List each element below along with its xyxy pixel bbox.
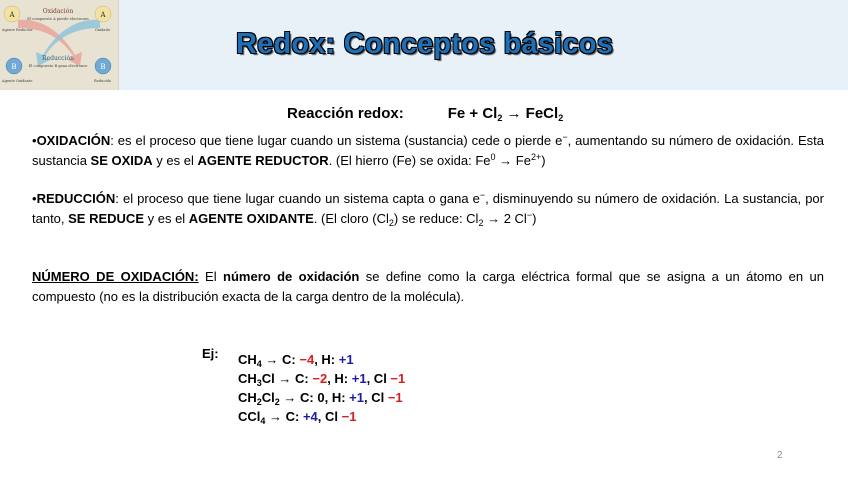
hydrogen-ox-value: +1 xyxy=(349,390,364,405)
se-oxida-term: SE OXIDA xyxy=(90,153,153,168)
thumb-oxidation-label: Oxidación xyxy=(42,8,74,15)
hydrogen-ox-value: +1 xyxy=(351,371,367,386)
thumb-circle-a-bottom: A xyxy=(100,11,106,19)
text: , Cl xyxy=(366,371,391,386)
redox-diagram-graphic xyxy=(0,0,118,90)
text: , Cl xyxy=(363,390,388,405)
text: → C: 0, H: xyxy=(279,390,350,405)
formula: CH xyxy=(238,352,257,367)
thumb-agent-reductor: Agente Reductor xyxy=(2,28,33,32)
text: El xyxy=(198,269,224,284)
superscript: − xyxy=(562,132,568,142)
example-row-ch2cl2 xyxy=(238,388,405,407)
subscript: 3 xyxy=(256,378,262,388)
reaction-line xyxy=(287,105,563,122)
agente-reductor-term: AGENTE REDUCTOR xyxy=(197,153,329,168)
bullet: • xyxy=(32,133,37,148)
thumb-circle-b-left: B xyxy=(11,63,17,71)
superscript: 0 xyxy=(490,152,496,162)
subscript: 4 xyxy=(256,359,262,369)
page-number: 2 xyxy=(777,450,783,461)
thumb-oxidation-sub: El compuesto A pierde electrones xyxy=(27,17,89,21)
text: , Cl xyxy=(317,409,342,424)
reduction-paragraph xyxy=(32,189,824,229)
carbon-ox-value: −4 xyxy=(299,352,315,367)
formula: Cl xyxy=(261,390,275,405)
agente-oxidante-term: AGENTE OXIDANTE xyxy=(188,211,314,226)
text: : el proceso que tiene lugar cuando un sistema capta o gana e xyxy=(115,191,480,206)
formula: CH xyxy=(238,390,257,405)
example-row-ccl4 xyxy=(238,407,405,426)
text: → 2 Cl xyxy=(483,211,527,226)
oxidation-term: OXIDACIÓN xyxy=(36,133,111,148)
text: y es el xyxy=(152,153,198,168)
subscript: 2 xyxy=(388,218,394,228)
redox-diagram-image xyxy=(0,0,119,90)
superscript: − xyxy=(526,210,533,220)
subscript: 2 xyxy=(274,397,280,407)
reduction-term: REDUCCIÓN xyxy=(36,191,116,206)
eq-sub: 2 xyxy=(558,113,564,123)
text: → C: xyxy=(265,409,303,424)
thumb-reduction-sub: El compuesto B gana electrones xyxy=(28,64,88,68)
subscript: 4 xyxy=(260,416,266,426)
slide-header xyxy=(0,0,848,90)
text: , H: xyxy=(327,371,352,386)
oxidation-paragraph xyxy=(32,131,824,171)
formula: CCl xyxy=(238,409,261,424)
text: → C: xyxy=(274,371,313,386)
text: : es el proceso que tiene lugar cuando un sistema (sustancia) cede o pierde e xyxy=(110,133,563,148)
text: y es el xyxy=(144,211,189,226)
thumb-circle-a-top: A xyxy=(9,11,15,19)
eq-part: → FeCl xyxy=(502,105,559,122)
text: ) xyxy=(541,153,546,168)
chlorine-ox-value: −1 xyxy=(390,371,406,386)
text: se define como la carga eléctrica formal que se asigna a un átomo en un compuesto (no es la distribución exacta de la carga dentro de la molécula). xyxy=(32,269,824,304)
text: , disminuyendo su número de oxidación. La sustancia, por tanto, xyxy=(32,191,824,226)
superscript: 2+ xyxy=(530,152,542,162)
examples-list xyxy=(238,350,405,426)
text: → C: xyxy=(261,352,300,367)
text: ) xyxy=(532,211,537,226)
eq-sub: 2 xyxy=(497,113,503,123)
thumb-reduction-label: Reducción xyxy=(42,55,74,62)
oxidation-number-term: NÚMERO DE OXIDACIÓN: xyxy=(32,269,199,284)
chlorine-ox-value: −1 xyxy=(341,409,357,424)
slide-title: Redox: Conceptos básicos xyxy=(236,28,614,60)
oxidation-number-paragraph xyxy=(32,267,824,307)
bullet: • xyxy=(32,191,37,206)
thumb-reducido: Reducido xyxy=(94,79,112,83)
subscript: 2 xyxy=(478,218,484,228)
carbon-ox-value: +4 xyxy=(302,409,318,424)
reaction-label: Reacción redox: xyxy=(287,105,404,122)
text: , H: xyxy=(314,352,339,367)
eq-part: Fe + Cl xyxy=(447,105,498,122)
text: . (El cloro (Cl xyxy=(313,211,389,226)
text: → Fe xyxy=(495,153,531,168)
superscript: − xyxy=(479,190,486,200)
example-row-ch3cl xyxy=(238,369,405,388)
examples-label: Ej: xyxy=(202,346,219,361)
text: ) se reduce: Cl xyxy=(393,211,479,226)
reaction-equation xyxy=(448,105,563,122)
text: , aumentando su número de oxidación. Esta sustancia xyxy=(32,133,824,168)
thumb-circle-b-right: B xyxy=(100,63,106,71)
thumb-oxidado: Oxidado xyxy=(95,28,111,32)
thumb-agent-oxidante: Agente Oxidante xyxy=(2,79,33,83)
carbon-ox-value: −2 xyxy=(312,371,328,386)
subscript: 2 xyxy=(256,397,262,407)
oxidation-number-bold: número de oxidación xyxy=(223,269,360,284)
hydrogen-ox-value: +1 xyxy=(338,352,354,367)
formula: Cl xyxy=(261,371,275,386)
text: . (El hierro (Fe) se oxida: Fe xyxy=(328,153,491,168)
se-reduce-term: SE REDUCE xyxy=(68,211,144,226)
example-row-ch4 xyxy=(238,350,405,369)
chlorine-ox-value: −1 xyxy=(387,390,403,405)
formula: CH xyxy=(238,371,257,386)
